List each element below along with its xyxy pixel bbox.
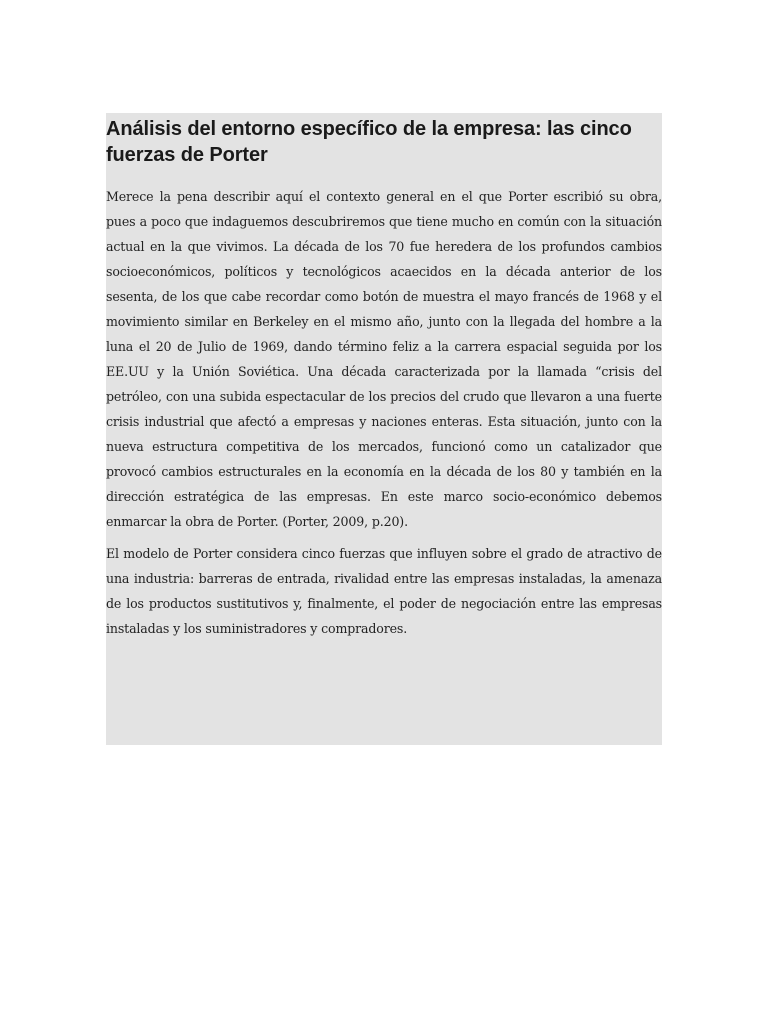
document-title: Análisis del entorno específico de la empresa: las cinco fuerzas de Porter [106,118,632,166]
text-block [106,113,662,745]
paragraph-model: El modelo de Porter considera cinco fuerzas que influyen sobre el grado de atractivo de una industria: barreras de entrada, rivalidad entre las empresas instaladas, la amenaza de los productos sustitutivos y, finalmente, el poder de negociación entre las empresas instaladas y los suministradores y compradores. [106,546,662,636]
paragraph-context: Merece la pena describir aquí el contexto general en el que Porter escribió su obra, pues a poco que indaguemos descubriremos que tiene mucho en común con la situación actual en la que vivimos. La década de los 70 fue heredera de los profundos cambios socioeconómicos, políticos y tecnológicos acaecidos en la década anterior de los sesenta, de los que cabe recordar como botón de muestra el mayo francés de 1968 y el movimiento similar en Berkeley en el mismo año, junto con la llegada del hombre a la luna el 20 de Julio de 1969, dando término feliz a la carrera espacial seguida por los EE.UU y la Unión Soviética. Una década caracterizada por la llamada “crisis del petróleo, con una subida espectacular de los precios del crudo que llevaron a una fuerte crisis industrial que afectó a empresas y naciones enteras. Esta situación, junto con la nueva estructura competitiva de los mercados, funcionó como un catalizador que provocó cambios estructurales en la economía en la década de los 80 y también en la dirección estratégica de las empresas. En este marco socio-económico debemos enmarcar la obra de Porter. (Porter, 2009, p.20). [106,189,662,529]
